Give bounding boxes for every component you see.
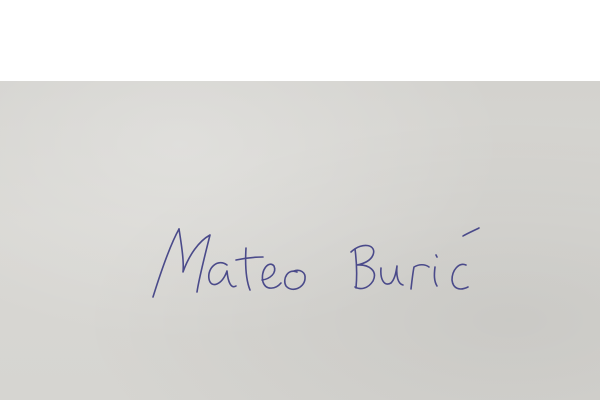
signature-stroke xyxy=(153,229,179,297)
signature-stroke xyxy=(434,267,437,286)
signature-stroke xyxy=(285,270,305,289)
signature-stroke xyxy=(355,249,357,288)
signature-stroke xyxy=(436,255,437,257)
signature-stroke xyxy=(351,245,374,288)
signature-stroke xyxy=(236,257,263,260)
signature-stroke xyxy=(246,248,250,290)
signature-stroke xyxy=(381,266,403,285)
signature-stroke xyxy=(452,264,468,289)
signature-stroke xyxy=(209,263,236,287)
signature-stroke xyxy=(411,265,429,289)
signature-stroke xyxy=(179,229,210,292)
signature-stroke xyxy=(463,228,479,236)
signature-stroke xyxy=(262,264,281,288)
